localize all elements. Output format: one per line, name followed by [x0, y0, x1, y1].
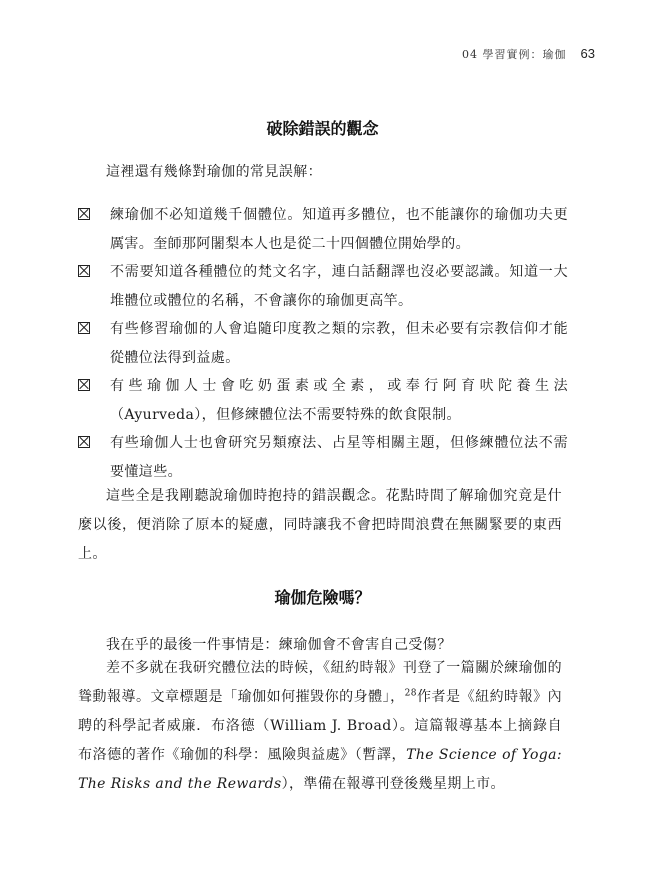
crossed-box-icon: [78, 436, 90, 448]
myth-text: 不需要知道各種體位的梵文名字，連白話翻譯也沒必要認識。知道一大堆體位或體位的名稱，不會讓你的瑜伽更高竿。: [110, 264, 568, 309]
closing-paragraph: 這些全是我剛聽說瑜伽時抱持的錯誤觀念。花點時間了解瑜伽究竟是什麼以後，便消除了原本的疑慮，同時讓我不會把時間浪費在無關緊要的東西上。: [78, 488, 562, 562]
myth-text: 練瑜伽不必知道幾千個體位。知道再多體位，也不能讓你的瑜伽功夫更厲害。奎師那阿闍梨本人也是從二十四個體位開始學的。: [110, 207, 568, 252]
page-number: 63: [580, 46, 595, 61]
crossed-box-icon: [78, 379, 90, 391]
section-heading-misconceptions: 破除錯誤的觀念: [266, 119, 379, 138]
running-head: [462, 46, 595, 62]
crossed-box-icon: [78, 322, 90, 334]
chapter-title: 04 學習實例：瑜伽: [462, 48, 567, 61]
english-book-title: The Science of Yoga: The Risks and the Rewards: [78, 747, 563, 792]
myth-item: [78, 315, 568, 372]
intro-paragraph: 這裡還有幾條對瑜伽的常見誤解：: [106, 164, 322, 180]
paragraph-text: ），準備在報導刊登後幾星期上市。: [281, 776, 505, 792]
section-heading-is-yoga-dangerous: 瑜伽危險嗎？: [274, 588, 371, 607]
myth-text: 有些修習瑜伽的人會追隨印度教之類的宗教，但未必要有宗教信仰才能從體位法得到益處。: [110, 321, 568, 366]
myth-item: [78, 429, 568, 486]
myth-item: [78, 258, 568, 315]
myth-list: [78, 201, 568, 486]
myth-item: [78, 201, 568, 258]
body-paragraph-nyt: [78, 654, 562, 799]
myth-item: [78, 372, 568, 429]
paragraph-text: 差不多就在我研究體位法的時候，《紐約時報》刊登了一篇關於練瑜伽的聳動報導。文章標題是「瑜伽如何摧毀你的身體」，: [78, 660, 562, 705]
body-paragraph: 我在乎的最後一件事情是：練瑜伽會不會害自己受傷？: [106, 637, 452, 653]
myth-text: 有些瑜伽人士會吃奶蛋素或全素，或奉行阿育吠陀養生法（Ayurveda），但修練體位法不需要特殊的飲食限制。: [110, 378, 568, 423]
footnote-marker: 28: [404, 688, 417, 699]
crossed-box-icon: [78, 208, 90, 220]
paragraph-text: 作者是《紐約時報》內聘的科學記者威廉．布洛德（William J. Broad）。這篇報導基本上摘錄自布洛德的著作《瑜伽的科學：風險與益處》（暫譯，: [78, 689, 563, 763]
crossed-box-icon: [78, 265, 90, 277]
myth-text: 有些瑜伽人士也會研究另類療法、占星等相關主題，但修練體位法不需要懂這些。: [110, 435, 568, 480]
